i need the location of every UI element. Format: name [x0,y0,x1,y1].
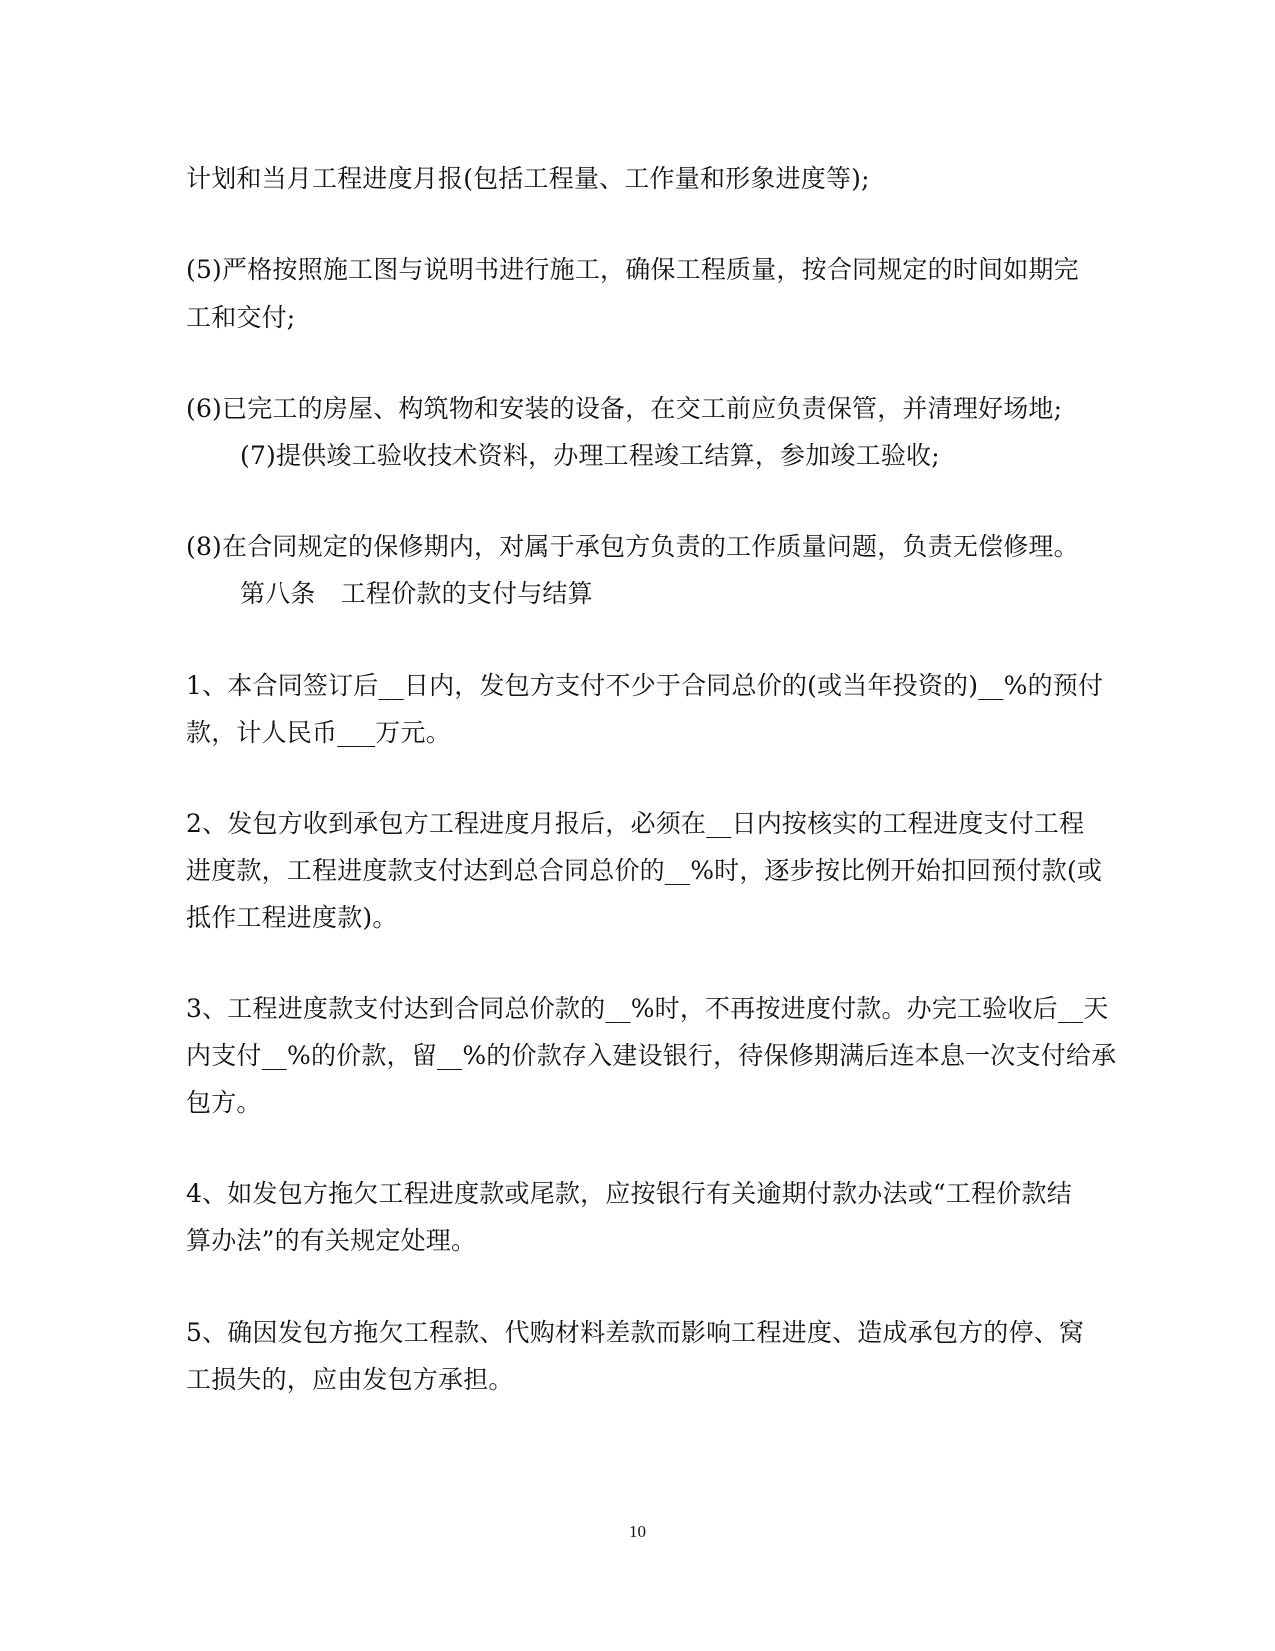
text-line-6: (8)在合同规定的保修期内，对属于承包方负责的工作质量问题，负责无偿修理。 [186,532,1079,561]
text-line-9: 款，计人民币___万元。 [186,718,451,747]
text-line-13: 3、工程进度款支付达到合同总价款的__%时，不再按进度付款。办完工验收后__天 [186,994,1109,1023]
text-line-5: (7)提供竣工验收技术资料，办理工程竣工结算，参加竣工验收; [240,441,940,470]
text-line-1: 计划和当月工程进度月报(包括工程量、工作量和形象进度等); [186,164,870,193]
page-number: 10 [629,1522,646,1541]
text-line-3: 工和交付; [186,303,296,332]
text-line-19: 工损失的，应由发包方承担。 [186,1365,514,1394]
section-heading: 第八条 工程价款的支付与结算 [240,579,593,608]
text-line-18: 5、确因发包方拖欠工程款、代购材料差款而影响工程进度、造成承包方的停、窝 [186,1318,1085,1347]
text-line-8: 1、本合同签订后__日内，发包方支付不少于合同总价的(或当年投资的)__%的预付 [186,671,1104,700]
text-line-14: 内支付__%的价款，留__%的价款存入建设银行，待保修期满后连本息一次支付给承 [186,1041,1117,1070]
text-line-11: 进度款，工程进度款支付达到总合同总价的__%时，逐步按比例开始扣回预付款(或 [186,856,1103,885]
text-line-2: (5)严格按照施工图与说明书进行施工，确保工程质量，按合同规定的时间如期完 [186,255,1079,284]
text-line-15: 包方。 [186,1088,262,1117]
text-line-12: 抵作工程进度款)。 [186,903,398,932]
text-line-16: 4、如发包方拖欠工程进度款或尾款，应按银行有关逾期付款办法或“工程价款结 [186,1179,1072,1208]
text-line-17: 算办法”的有关规定处理。 [186,1226,477,1255]
text-line-4: (6)已完工的房屋、构筑物和安装的设备，在交工前应负责保管，并清理好场地; [186,394,1063,423]
text-line-10: 2、发包方收到承包方工程进度月报后，必须在__日内按核实的工程进度支付工程 [186,809,1085,838]
